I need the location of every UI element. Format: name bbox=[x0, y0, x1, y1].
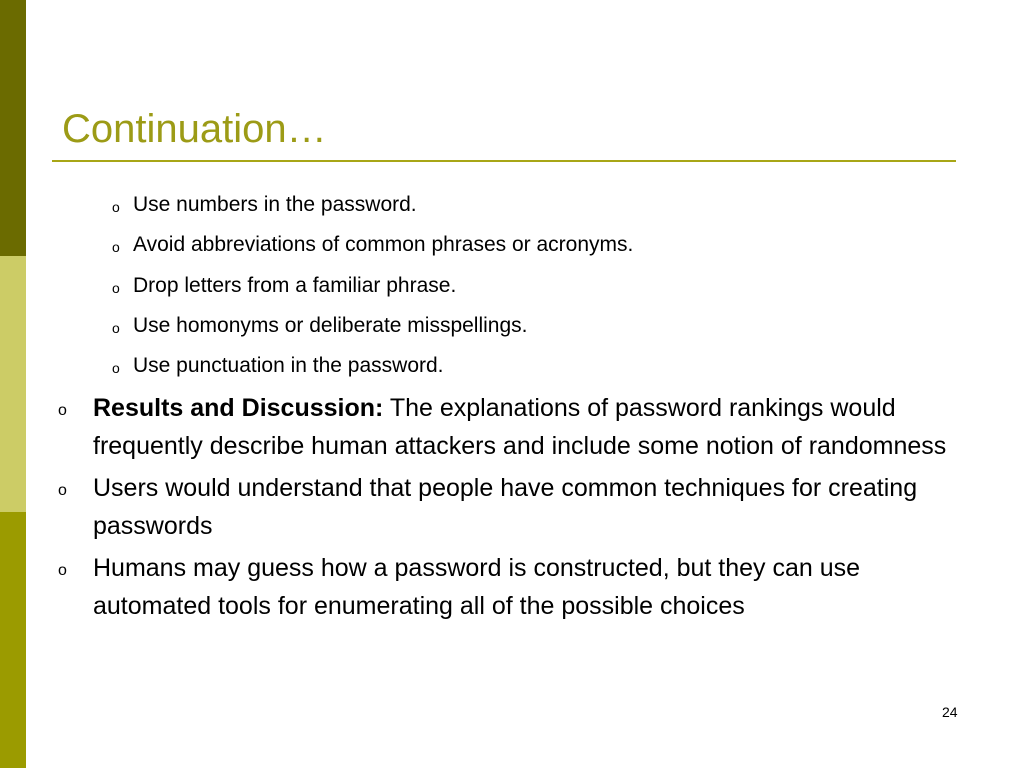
list-item-text: Humans may guess how a password is constructed, but they can use automated tools for enumerating all of the possible choices bbox=[93, 554, 861, 620]
bullet-icon: o bbox=[58, 482, 67, 499]
list-item-text: Use numbers in the password. bbox=[133, 193, 417, 216]
bullet-icon: o bbox=[112, 239, 120, 256]
slide-title: Continuation… bbox=[62, 107, 327, 151]
sub-bullet-list bbox=[112, 192, 932, 393]
list-item-text: Users would understand that people have common techniques for creating passwords bbox=[93, 474, 918, 540]
list-item bbox=[112, 232, 932, 272]
list-item bbox=[112, 273, 932, 313]
list-item-text: Use punctuation in the password. bbox=[133, 354, 444, 378]
list-item-text: Use homonyms or deliberate misspellings. bbox=[133, 313, 528, 337]
bullet-icon: o bbox=[112, 319, 120, 336]
bullet-icon: o bbox=[58, 562, 67, 579]
list-item-lead: Results and Discussion: bbox=[93, 394, 384, 422]
list-item bbox=[112, 353, 932, 393]
bullet-icon: o bbox=[112, 360, 120, 377]
list-item-text: Drop letters from a familiar phrase. bbox=[133, 273, 457, 297]
list-item-text bbox=[93, 389, 958, 465]
bullet-icon: o bbox=[112, 279, 120, 296]
list-item bbox=[58, 549, 958, 625]
main-bullet-list bbox=[58, 389, 958, 629]
side-bar-middle bbox=[0, 256, 26, 512]
list-item-body: The explanations of password rankings would frequently describe human attackers and include some notion of randomness bbox=[93, 394, 947, 460]
list-item bbox=[58, 469, 958, 545]
list-item bbox=[112, 313, 932, 353]
side-bar-top bbox=[0, 0, 26, 256]
list-item-text: Avoid abbreviations of common phrases or acronyms. bbox=[133, 233, 634, 257]
bullet-icon: o bbox=[58, 402, 67, 419]
list-item bbox=[112, 192, 932, 232]
list-item bbox=[58, 389, 958, 465]
side-bar-bottom bbox=[0, 512, 26, 768]
bullet-icon: o bbox=[112, 199, 120, 215]
page-number: 24 bbox=[942, 704, 958, 720]
title-divider bbox=[52, 160, 956, 162]
